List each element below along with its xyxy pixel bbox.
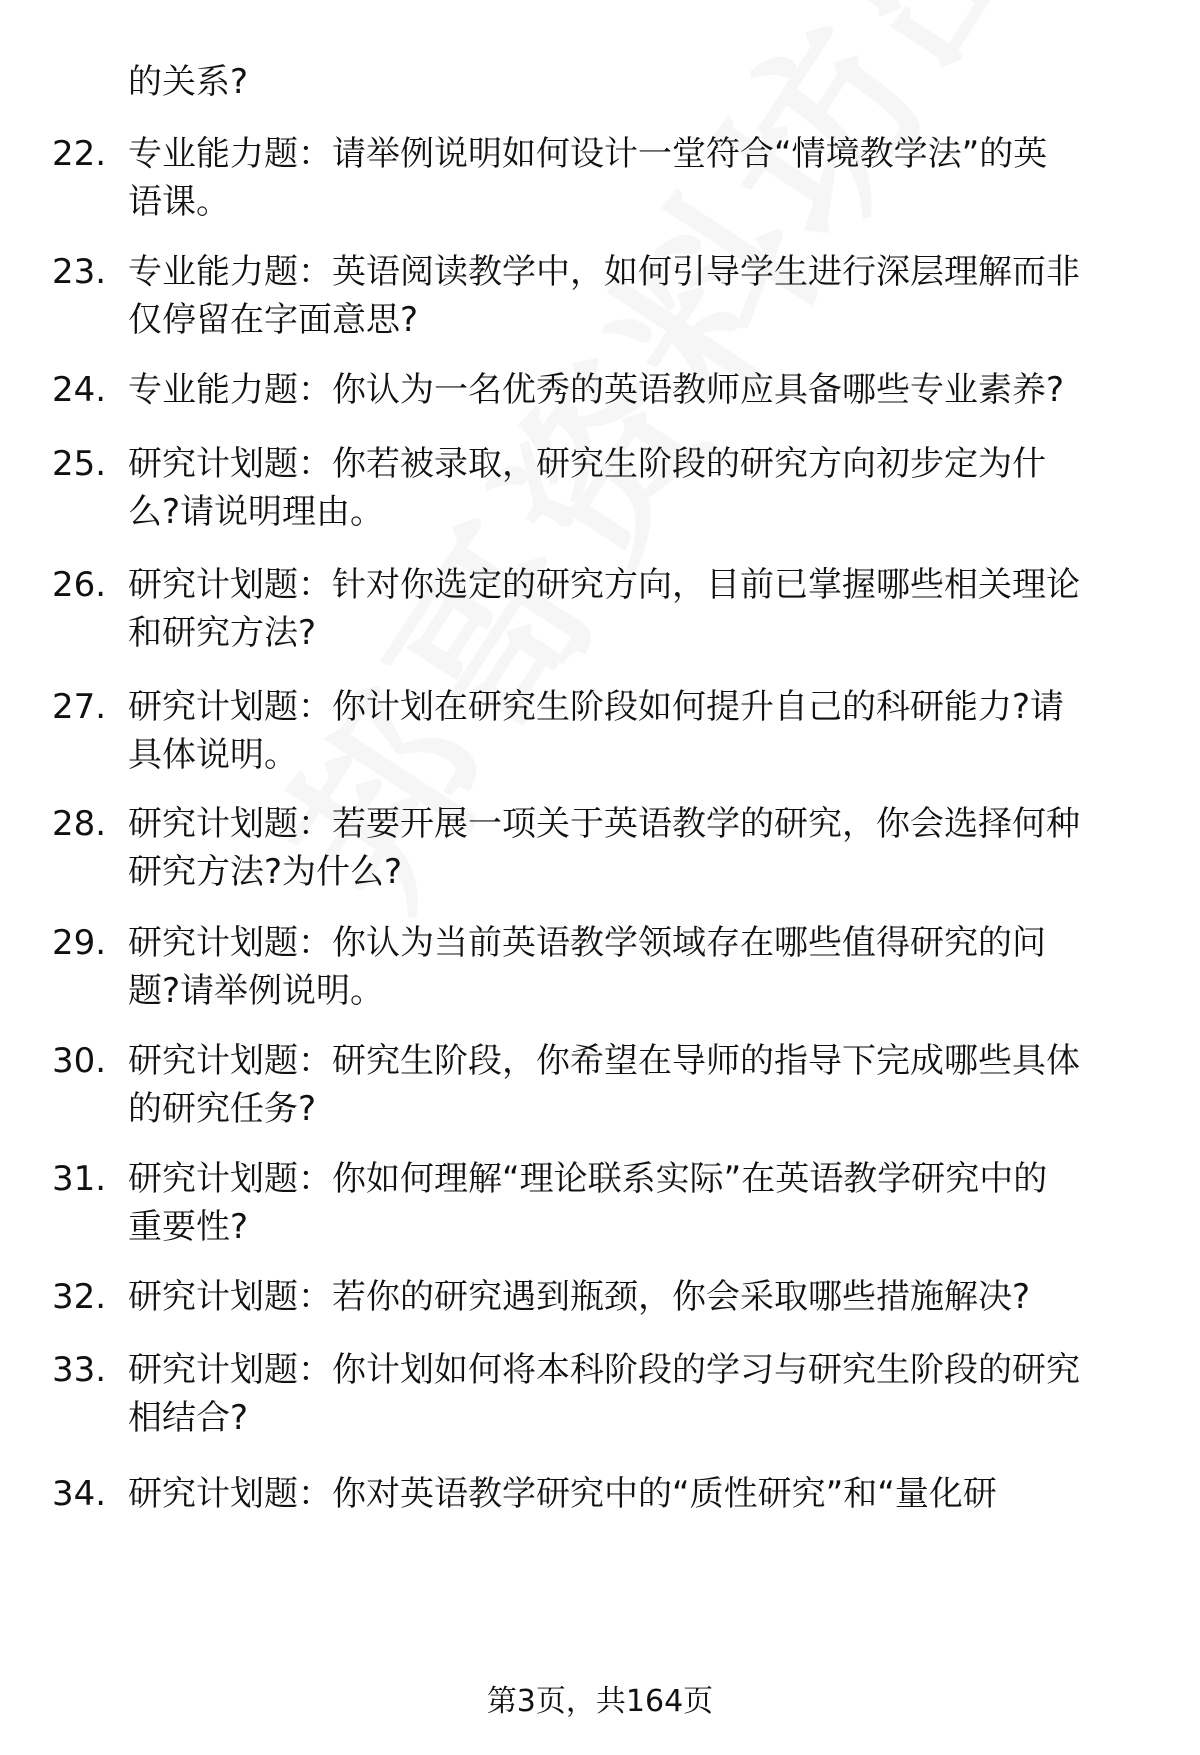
question-text-line: 研究计划题：你若被录取，研究生阶段的研究方向初步定为什 xyxy=(128,444,1046,484)
continued-text: 的关系? xyxy=(128,62,249,102)
question-text-line: 仅停留在字面意思? xyxy=(128,300,419,340)
question-text-line: 专业能力题：英语阅读教学中，如何引导学生进行深层理解而非 xyxy=(128,252,1080,292)
question-text-line: 研究计划题：你认为当前英语教学领域存在哪些值得研究的问 xyxy=(128,923,1046,963)
question-text-line: 重要性? xyxy=(128,1207,249,1247)
question-text-line: 和研究方法? xyxy=(128,613,317,653)
question-text-line: 研究计划题：若你的研究遇到瓶颈，你会采取哪些措施解决? xyxy=(128,1277,1031,1317)
question-number: 23. xyxy=(52,252,107,292)
question-text-line: 研究计划题：针对你选定的研究方向，目前已掌握哪些相关理论 xyxy=(128,565,1080,605)
question-text-line: 语课。 xyxy=(128,182,230,222)
question-number: 26. xyxy=(52,565,107,605)
question-text-line: 的研究任务? xyxy=(128,1089,317,1129)
question-number: 24. xyxy=(52,370,107,410)
question-number: 22. xyxy=(52,134,107,174)
question-number: 30. xyxy=(52,1041,107,1081)
question-number: 27. xyxy=(52,687,107,727)
question-text-line: 专业能力题：你认为一名优秀的英语教师应具备哪些专业素养? xyxy=(128,370,1065,410)
question-text-line: 研究计划题：你计划在研究生阶段如何提升自己的科研能力?请 xyxy=(128,687,1065,727)
question-number: 33. xyxy=(52,1350,107,1390)
question-text-line: 研究计划题：你如何理解“理论联系实际”在英语教学研究中的 xyxy=(128,1159,1048,1199)
question-text-line: 题?请举例说明。 xyxy=(128,971,385,1011)
question-text-line: 研究计划题：研究生阶段，你希望在导师的指导下完成哪些具体 xyxy=(128,1041,1080,1081)
page-footer: 第3页，共164页 xyxy=(486,1684,714,1719)
question-number: 34. xyxy=(52,1474,107,1514)
question-text-line: 研究计划题：你对英语教学研究中的“质性研究”和“量化研 xyxy=(128,1474,997,1514)
question-text-line: 么?请说明理由。 xyxy=(128,492,385,532)
question-text-line: 研究方法?为什么? xyxy=(128,852,403,892)
question-number: 25. xyxy=(52,444,107,484)
question-text-line: 研究计划题：若要开展一项关于英语教学的研究，你会选择何种 xyxy=(128,804,1080,844)
question-number: 31. xyxy=(52,1159,107,1199)
question-text-line: 研究计划题：你计划如何将本科阶段的学习与研究生阶段的研究 xyxy=(128,1350,1080,1390)
question-text-line: 具体说明。 xyxy=(128,735,298,775)
question-text-line: 相结合? xyxy=(128,1398,249,1438)
question-number: 32. xyxy=(52,1277,107,1317)
question-text-line: 专业能力题：请举例说明如何设计一堂符合“情境教学法”的英 xyxy=(128,134,1048,174)
question-number: 29. xyxy=(52,923,107,963)
question-number: 28. xyxy=(52,804,107,844)
